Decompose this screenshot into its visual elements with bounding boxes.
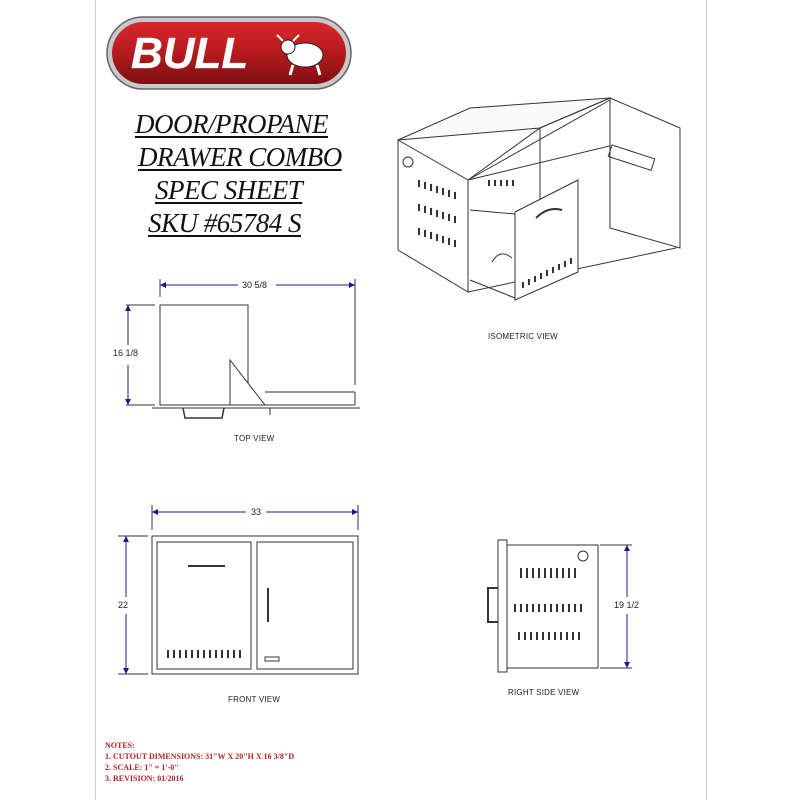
title-line-1: DOOR/PROPANE [135,109,328,139]
isometric-view-label: ISOMETRIC VIEW [488,332,558,341]
title-line-2: DRAWER COMBO [138,142,342,172]
isometric-drawing [398,98,680,300]
notes-block [105,740,294,784]
note-item: 1. CUTOUT DIMENSIONS: 31"W X 20"H X 16 3/8"D [105,752,295,761]
top-view-label: TOP VIEW [234,434,275,443]
note-item: 2. SCALE: 1" = 1'-0" [105,763,179,772]
top-view-drawing [152,305,360,418]
front-width-dimension: 33 [251,507,262,517]
title-line-3: SPEC SHEET [155,175,303,205]
side-height-dimension: 19 1/2 [614,600,640,610]
notes-heading: NOTES: [105,741,135,750]
right-side-view-label: RIGHT SIDE VIEW [508,688,580,697]
title-line-4: SKU #65784 S [148,208,302,238]
top-depth-dimension: 16 1/8 [113,348,139,358]
front-height-dimension: 22 [118,600,129,610]
front-view-label: FRONT VIEW [228,695,281,704]
top-width-dimension: 30 5/8 [242,280,268,290]
front-view-drawing [152,536,358,674]
logo-text: BULL [131,29,249,78]
note-item: 3. REVISION: 01/2016 [105,774,184,783]
